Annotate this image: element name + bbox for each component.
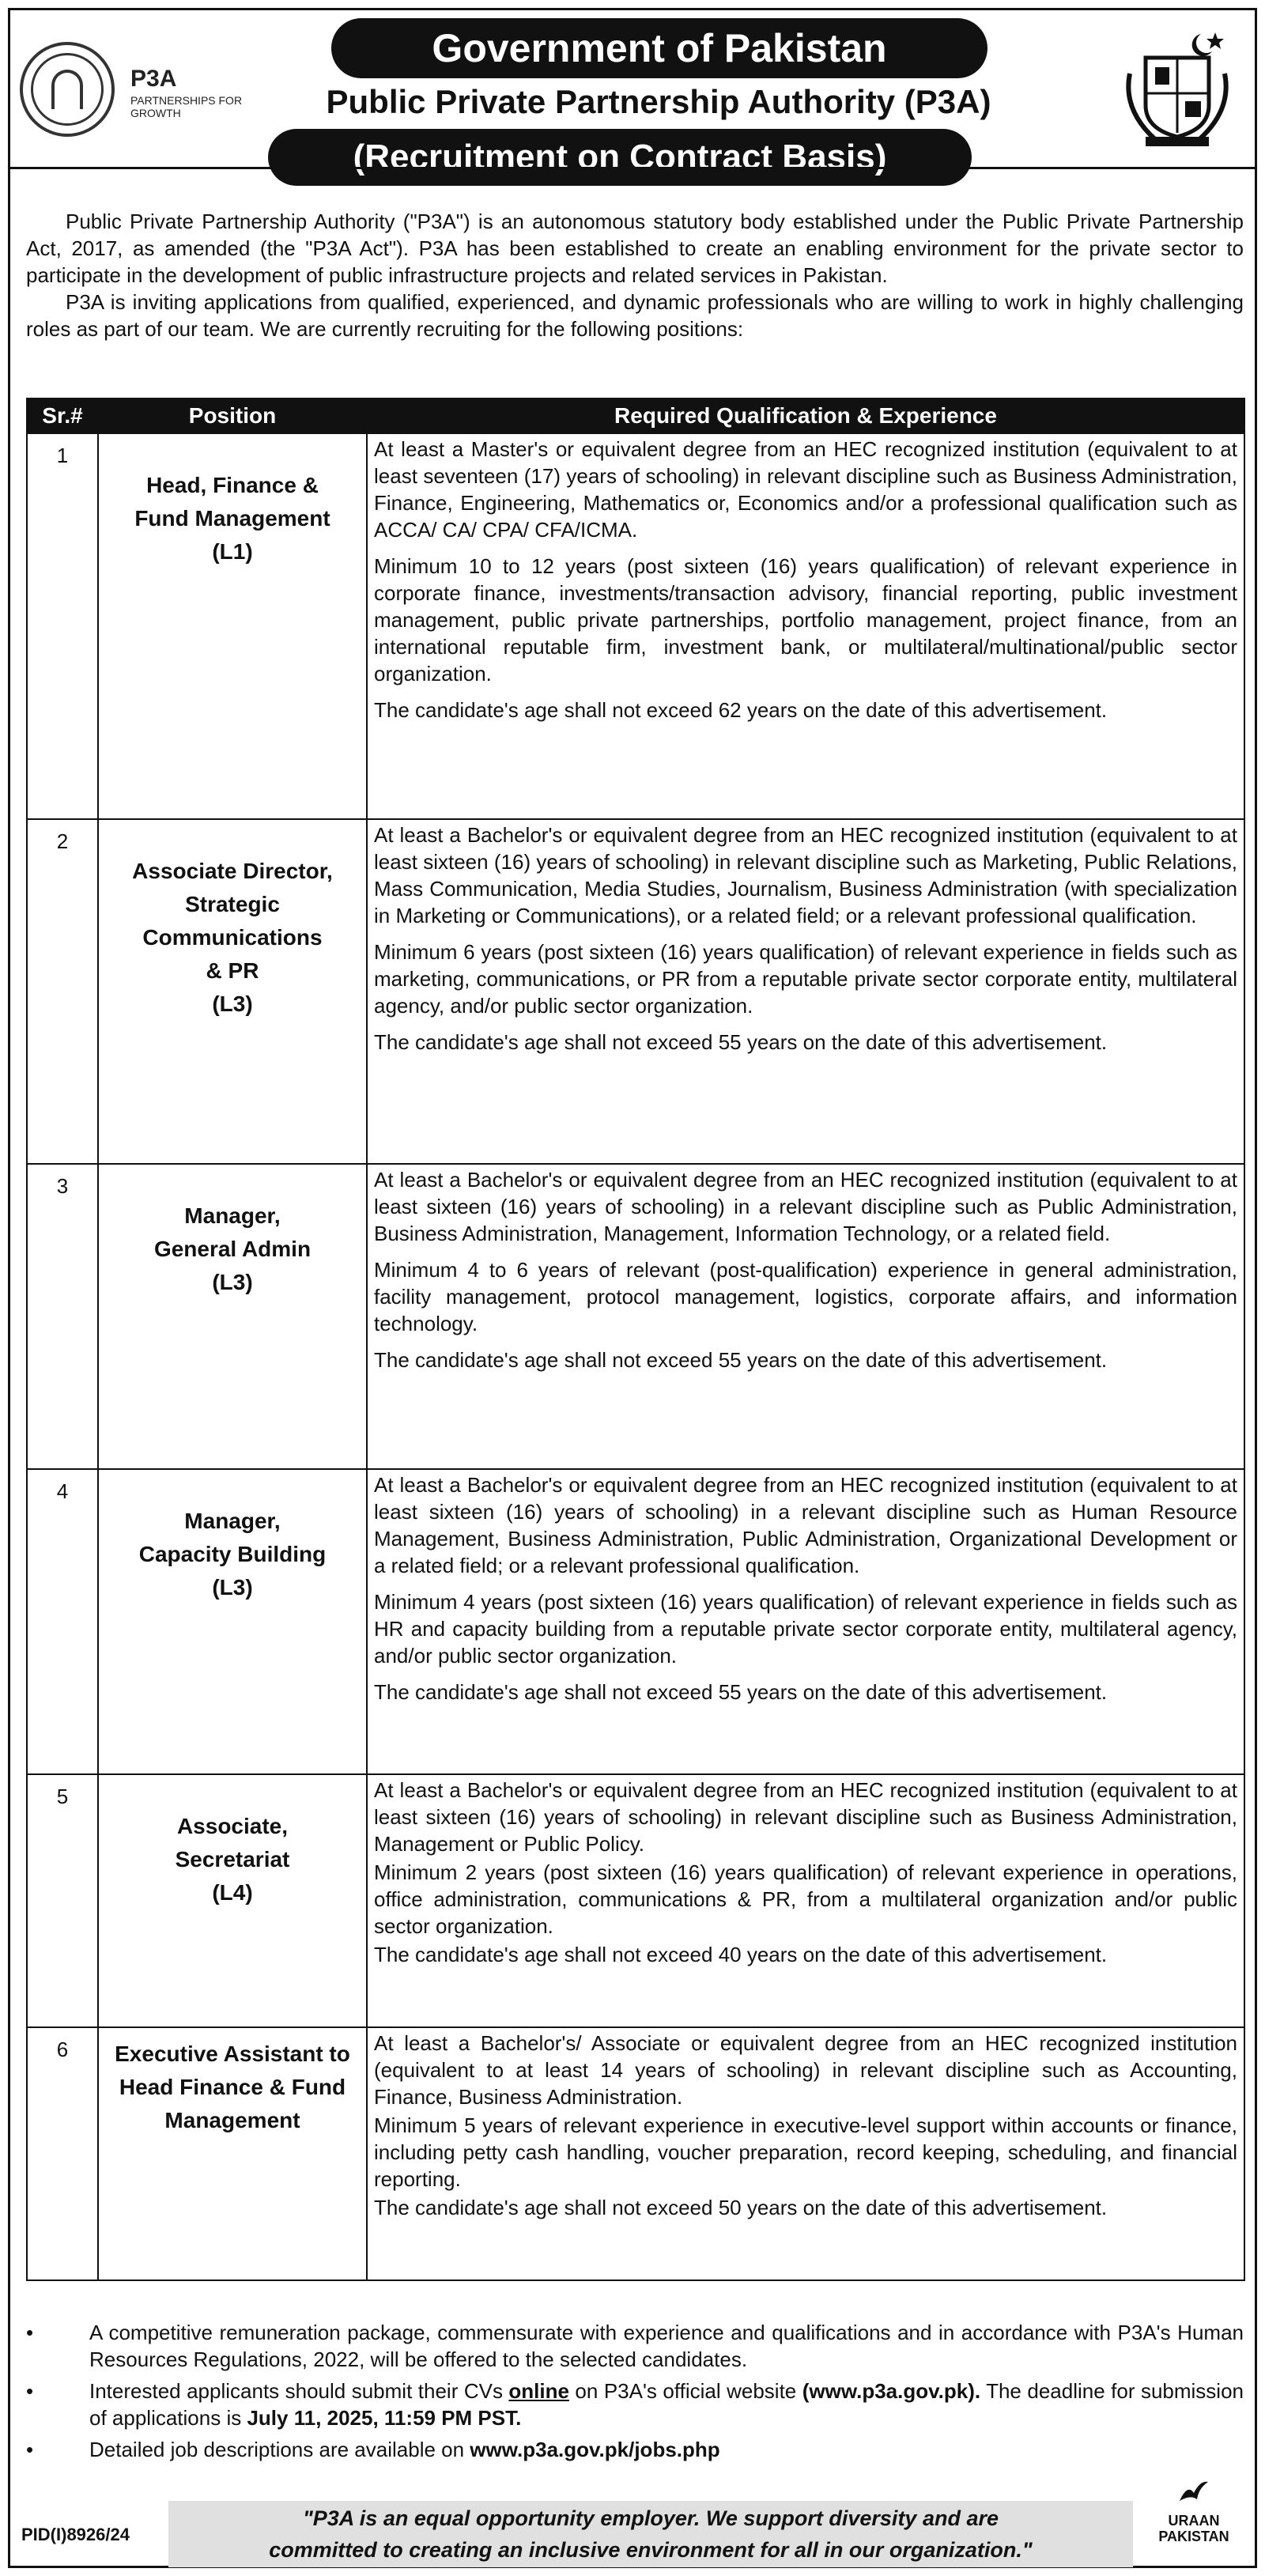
qualification-text: At least a Bachelor's or equivalent degree from an HEC recognized institution (equivalent to at least sixteen (16) years of schooling) in a relevant discipline such as Public Administration, Business Administration, Management, Information Technology, or a related field.: [374, 1168, 1237, 1245]
deadline-text: July 11, 2025, 11:59 PM PST.: [247, 2406, 522, 2430]
age-limit-text: The candidate's age shall not exceed 55 years on the date of this advertisement.: [374, 1030, 1108, 1054]
age-limit-text: The candidate's age shall not exceed 40 years on the date of this advertisement.: [374, 1943, 1108, 1966]
authority-title: Public Private Partnership Authority (P3A): [326, 83, 991, 120]
qualification-cell: [367, 433, 1244, 819]
list-item: • A competitive remuneration package, commensurate with experience and qualifications and in accordance with P3A's Human Resources Regulations, 2022, will be offered to the selected candidates.: [26, 2319, 1244, 2373]
intro-paragraph: P3A is inviting applications from qualified, experienced, and dynamic professionals who are willing to work in highly challenging roles as part of our team. We are currently recruiting for the following positions:: [26, 290, 1244, 341]
experience-text: Minimum 4 to 6 years of relevant (post-qualification) experience in general administration, facility management, protocol management, logistics, corporate affairs, and information technology.: [374, 1258, 1237, 1335]
row-number: 4: [27, 1469, 98, 1774]
government-emblem-icon: [1114, 26, 1240, 153]
list-item: • Detailed job descriptions are available on www.p3a.gov.pk/jobs.php: [26, 2436, 1244, 2463]
table-header-row: [27, 398, 1244, 433]
notes-list: [26, 2319, 1244, 2468]
website-link[interactable]: (www.p3a.gov.pk).: [802, 2379, 981, 2403]
row-number: 5: [27, 1774, 98, 2027]
intro-paragraph: Public Private Partnership Authority ("P3A") is an autonomous statutory body established under the Public Private Partnership Act, 2017, as amended (the "P3A Act"). P3A has been established to create an enabling environment for the private sector to participate in the development of public infrastructure projects and related services in Pakistan.: [26, 210, 1244, 287]
qualification-text: At least a Bachelor's or equivalent degree from an HEC recognized institution (equivalent to at least sixteen (16) years of schooling) in relevant discipline such as Marketing, Public Relations, Mass Communication, Media Studies, Journalism, Business Administration (with specialization in Marketing or Communications), or a related field; or a relevant professional qualification.: [374, 823, 1237, 927]
age-limit-text: The candidate's age shall not exceed 50 years on the date of this advertisement.: [374, 2196, 1108, 2219]
qualification-cell: [367, 1164, 1244, 1469]
positions-table: [26, 398, 1245, 2281]
bird-icon: [1176, 2477, 1211, 2509]
column-header: Required Qualification & Experience: [367, 398, 1244, 433]
position-title: Manager, Capacity Building (L3): [98, 1469, 367, 1774]
qualification-text: At least a Master's or equivalent degree from an HEC recognized institution (equivalent to at least seventeen (17) years of schooling) in relevant discipline such as Business Administration, Finance, Engineering, Mathematics or, Economics and/or a professional qualification such as ACCA/ CA/ CPA/ CFA/ICMA.: [374, 437, 1237, 542]
list-item: • Interested applicants should submit their CVs online on P3A's official website (www.p3a.gov.pk). The deadline for submission of applications is July 11, 2025, 11:59 PM PST.: [26, 2378, 1244, 2431]
advertisement-page: [8, 8, 1257, 2568]
uraan-label: URAAN PAKISTAN: [1158, 2513, 1229, 2544]
experience-text: Minimum 6 years (post sixteen (16) years qualification) of relevant experience in fields such as marketing, communications, or PR from a reputable private sector corporate entity, multilateral agency, and/or public sector organization.: [374, 940, 1237, 1018]
position-title: Associate Director, Strategic Communications & PR (L3): [98, 819, 367, 1164]
row-number: 3: [27, 1164, 98, 1469]
table-row: [27, 1164, 1244, 1469]
table-row: [27, 2027, 1244, 2280]
header-divider: [10, 167, 1255, 169]
experience-text: Minimum 10 to 12 years (post sixteen (16) years qualification) of relevant experience in corporate finance, investments/transaction advisory, financial reporting, public investment management, public private partnerships, portfolio management, project finance, from an international reputable firm, investment bank, or multilateral/multinational/public sector organization.: [374, 554, 1237, 686]
online-link[interactable]: online: [508, 2379, 569, 2403]
experience-text: Minimum 5 years of relevant experience in executive-level support within accounts or finance, including petty cash handling, voucher preparation, record keeping, scheduling, and financial reporting.: [374, 2113, 1237, 2191]
experience-text: Minimum 2 years (post sixteen (16) years qualification) of relevant experience in operations, office administration, communications & PR, from a multilateral organization and/or public sector organization.: [374, 1860, 1237, 1938]
jobs-page-link[interactable]: www.p3a.gov.pk/jobs.php: [470, 2438, 720, 2461]
table-row: [27, 1774, 1244, 2027]
column-header: Sr.#: [27, 398, 98, 433]
table-row: [27, 1469, 1244, 1774]
age-limit-text: The candidate's age shall not exceed 55 years on the date of this advertisement.: [374, 1680, 1108, 1704]
qualification-cell: [367, 1469, 1244, 1774]
header: [10, 10, 1255, 176]
position-title: Executive Assistant to Head Finance & Fund Management: [98, 2027, 367, 2280]
experience-text: Minimum 4 years (post sixteen (16) years qualification) of relevant experience in fields such as HR and capacity building from a reputable private sector corporate entity, multilateral agency, and/or public sector organization.: [374, 1590, 1237, 1668]
position-title: Manager, General Admin (L3): [98, 1164, 367, 1469]
table-row: [27, 819, 1244, 1164]
brand-block: [130, 66, 289, 119]
row-number: 1: [27, 433, 98, 819]
column-header: Position: [98, 398, 367, 433]
qualification-cell: [367, 2027, 1244, 2280]
qualification-text: At least a Bachelor's or equivalent degree from an HEC recognized institution (equivalent to at least sixteen (16) years of schooling) in a relevant discipline such as Human Resource Management, Business Administration, Public Administration, Organizational Development or a related field; or a relevant professional qualification.: [374, 1473, 1237, 1577]
age-limit-text: The candidate's age shall not exceed 55 years on the date of this advertisement.: [374, 1348, 1108, 1372]
uraan-pakistan-logo: [1142, 2477, 1245, 2544]
qualification-text: At least a Bachelor's/ Associate or equivalent degree from an HEC recognized institution (equivalent to at least 14 years of schooling) in relevant discipline such as Accounting, Finance, Business Administration.: [374, 2031, 1237, 2109]
pid-number: PID(I)8926/24: [21, 2525, 130, 2544]
row-number: 2: [27, 819, 98, 1164]
table-row: [27, 433, 1244, 819]
p3a-logo-icon: [20, 42, 115, 137]
intro-text: [26, 208, 1244, 342]
age-limit-text: The candidate's age shall not exceed 62 years on the date of this advertisement.: [374, 698, 1108, 722]
position-title: Head, Finance & Fund Management (L1): [98, 433, 367, 819]
qualification-text: At least a Bachelor's or equivalent degree from an HEC recognized institution (equivalent to at least sixteen (16) years of schooling) in relevant discipline such as Business Administration, Management or Public Policy.: [374, 1778, 1237, 1856]
qualification-cell: [367, 819, 1244, 1164]
brand-tagline: PARTNERSHIPS FOR GROWTH: [130, 94, 243, 119]
government-title: Government of Pakistan: [331, 18, 987, 78]
brand-name: P3A: [130, 66, 177, 92]
qualification-cell: [367, 1774, 1244, 2027]
row-number: 6: [27, 2027, 98, 2280]
position-title: Associate, Secretariat (L4): [98, 1774, 367, 2027]
recruitment-title: (Recruitment on Contract Basis): [268, 129, 972, 186]
equal-opportunity-statement: "P3A is an equal opportunity employer. We support diversity and are committed to creating an inclusive environment for all in our organization.": [168, 2501, 1133, 2567]
